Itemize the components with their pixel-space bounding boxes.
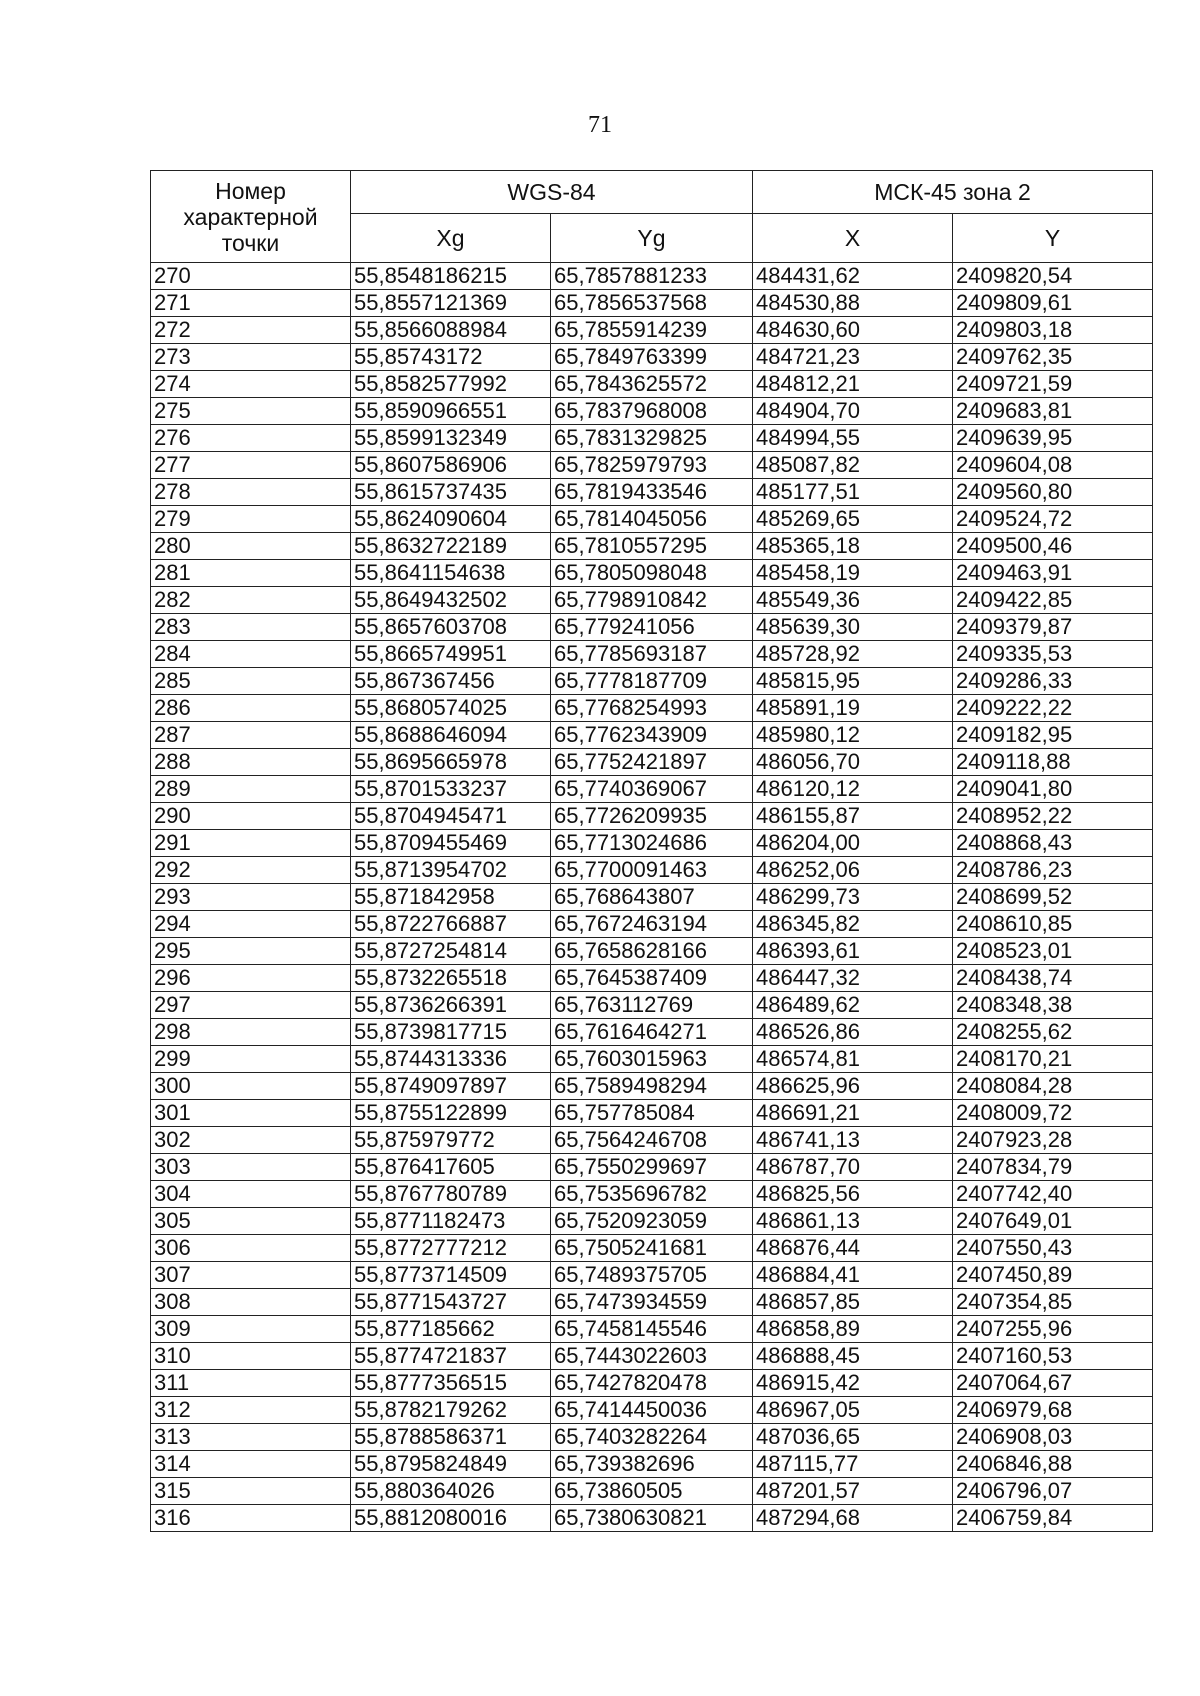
xg-cell: 55,8665749951 — [351, 641, 551, 668]
y-cell: 2407649,01 — [953, 1208, 1153, 1235]
xg-cell: 55,8772777212 — [351, 1235, 551, 1262]
point-number-cell: 272 — [151, 317, 351, 344]
y-cell: 2409335,53 — [953, 641, 1153, 668]
xg-cell: 55,877185662 — [351, 1316, 551, 1343]
point-number-cell: 295 — [151, 938, 351, 965]
table-row — [151, 506, 1153, 533]
header-wgs84: WGS-84 — [351, 171, 753, 214]
yg-cell: 65,7768254993 — [551, 695, 753, 722]
x-cell: 487115,77 — [753, 1451, 953, 1478]
yg-cell: 65,7837968008 — [551, 398, 753, 425]
yg-cell: 65,768643807 — [551, 884, 753, 911]
table-row — [151, 803, 1153, 830]
point-number-cell: 281 — [151, 560, 351, 587]
point-number-cell: 299 — [151, 1046, 351, 1073]
yg-cell: 65,7778187709 — [551, 668, 753, 695]
y-cell: 2409721,59 — [953, 371, 1153, 398]
y-cell: 2409500,46 — [953, 533, 1153, 560]
xg-cell: 55,8736266391 — [351, 992, 551, 1019]
yg-cell: 65,7564246708 — [551, 1127, 753, 1154]
y-cell: 2408438,74 — [953, 965, 1153, 992]
table-row — [151, 1370, 1153, 1397]
x-cell: 486120,12 — [753, 776, 953, 803]
point-number-cell: 276 — [151, 425, 351, 452]
x-cell: 485269,65 — [753, 506, 953, 533]
yg-cell: 65,7380630821 — [551, 1505, 753, 1532]
yg-cell: 65,7819433546 — [551, 479, 753, 506]
y-cell: 2409524,72 — [953, 506, 1153, 533]
x-cell: 484530,88 — [753, 290, 953, 317]
point-number-cell: 315 — [151, 1478, 351, 1505]
yg-cell: 65,7403282264 — [551, 1424, 753, 1451]
y-cell: 2409820,54 — [953, 263, 1153, 290]
xg-cell: 55,8777356515 — [351, 1370, 551, 1397]
yg-cell: 65,7505241681 — [551, 1235, 753, 1262]
y-cell: 2409222,22 — [953, 695, 1153, 722]
y-cell: 2409639,95 — [953, 425, 1153, 452]
x-cell: 486252,06 — [753, 857, 953, 884]
yg-cell: 65,7713024686 — [551, 830, 753, 857]
y-cell: 2408699,52 — [953, 884, 1153, 911]
x-cell: 486489,62 — [753, 992, 953, 1019]
table-row — [151, 1262, 1153, 1289]
point-number-cell: 314 — [151, 1451, 351, 1478]
point-number-cell: 291 — [151, 830, 351, 857]
xg-cell: 55,8688646094 — [351, 722, 551, 749]
xg-cell: 55,8732265518 — [351, 965, 551, 992]
table-row — [151, 668, 1153, 695]
xg-cell: 55,85743172 — [351, 344, 551, 371]
xg-cell: 55,8749097897 — [351, 1073, 551, 1100]
y-cell: 2408523,01 — [953, 938, 1153, 965]
xg-cell: 55,8713954702 — [351, 857, 551, 884]
table-row — [151, 965, 1153, 992]
point-number-cell: 308 — [151, 1289, 351, 1316]
xg-cell: 55,8795824849 — [351, 1451, 551, 1478]
point-number-cell: 310 — [151, 1343, 351, 1370]
table-row — [151, 911, 1153, 938]
yg-cell: 65,7814045056 — [551, 506, 753, 533]
xg-cell: 55,8782179262 — [351, 1397, 551, 1424]
point-number-cell: 283 — [151, 614, 351, 641]
y-cell: 2408255,62 — [953, 1019, 1153, 1046]
yg-cell: 65,7785693187 — [551, 641, 753, 668]
x-cell: 486204,00 — [753, 830, 953, 857]
table-row — [151, 1073, 1153, 1100]
x-cell: 485177,51 — [753, 479, 953, 506]
table-row — [151, 1343, 1153, 1370]
yg-cell: 65,7616464271 — [551, 1019, 753, 1046]
x-cell: 486393,61 — [753, 938, 953, 965]
point-number-cell: 301 — [151, 1100, 351, 1127]
y-cell: 2407450,89 — [953, 1262, 1153, 1289]
y-cell: 2409560,80 — [953, 479, 1153, 506]
xg-cell: 55,8657603708 — [351, 614, 551, 641]
xg-cell: 55,8773714509 — [351, 1262, 551, 1289]
y-cell: 2406759,84 — [953, 1505, 1153, 1532]
point-number-cell: 313 — [151, 1424, 351, 1451]
xg-cell: 55,8774721837 — [351, 1343, 551, 1370]
point-number-cell: 282 — [151, 587, 351, 614]
y-cell: 2406979,68 — [953, 1397, 1153, 1424]
xg-cell: 55,871842958 — [351, 884, 551, 911]
table-row — [151, 695, 1153, 722]
yg-cell: 65,7849763399 — [551, 344, 753, 371]
point-number-cell: 285 — [151, 668, 351, 695]
x-cell: 485549,36 — [753, 587, 953, 614]
page-number: 71 — [588, 112, 612, 138]
yg-cell: 65,7740369067 — [551, 776, 753, 803]
x-cell: 486876,44 — [753, 1235, 953, 1262]
xg-cell: 55,8599132349 — [351, 425, 551, 452]
yg-cell: 65,7550299697 — [551, 1154, 753, 1181]
x-cell: 486857,85 — [753, 1289, 953, 1316]
table-row — [151, 938, 1153, 965]
point-number-cell: 297 — [151, 992, 351, 1019]
yg-cell: 65,7825979793 — [551, 452, 753, 479]
table-row — [151, 1505, 1153, 1532]
yg-cell: 65,7857881233 — [551, 263, 753, 290]
y-cell: 2406846,88 — [953, 1451, 1153, 1478]
x-cell: 486625,96 — [753, 1073, 953, 1100]
y-cell: 2409463,91 — [953, 560, 1153, 587]
xg-cell: 55,8607586906 — [351, 452, 551, 479]
table-row — [151, 479, 1153, 506]
yg-cell: 65,7427820478 — [551, 1370, 753, 1397]
x-cell: 486858,89 — [753, 1316, 953, 1343]
y-cell: 2407834,79 — [953, 1154, 1153, 1181]
point-number-cell: 312 — [151, 1397, 351, 1424]
table-row — [151, 722, 1153, 749]
point-number-cell: 296 — [151, 965, 351, 992]
xg-cell: 55,8744313336 — [351, 1046, 551, 1073]
y-cell: 2409683,81 — [953, 398, 1153, 425]
header-point-number: Номер характерной точки — [151, 171, 351, 263]
xg-cell: 55,8695665978 — [351, 749, 551, 776]
point-number-cell: 273 — [151, 344, 351, 371]
point-number-cell: 294 — [151, 911, 351, 938]
point-number-cell: 286 — [151, 695, 351, 722]
point-number-cell: 288 — [151, 749, 351, 776]
point-number-cell: 292 — [151, 857, 351, 884]
y-cell: 2408348,38 — [953, 992, 1153, 1019]
yg-cell: 65,7589498294 — [551, 1073, 753, 1100]
xg-cell: 55,867367456 — [351, 668, 551, 695]
x-cell: 486915,42 — [753, 1370, 953, 1397]
x-cell: 484812,21 — [753, 371, 953, 398]
yg-cell: 65,7798910842 — [551, 587, 753, 614]
yg-cell: 65,7726209935 — [551, 803, 753, 830]
coordinates-table — [150, 170, 1153, 1532]
point-number-cell: 284 — [151, 641, 351, 668]
yg-cell: 65,763112769 — [551, 992, 753, 1019]
x-cell: 484630,60 — [753, 317, 953, 344]
xg-cell: 55,8771182473 — [351, 1208, 551, 1235]
yg-cell: 65,757785084 — [551, 1100, 753, 1127]
xg-cell: 55,8767780789 — [351, 1181, 551, 1208]
xg-cell: 55,8701533237 — [351, 776, 551, 803]
y-cell: 2407064,67 — [953, 1370, 1153, 1397]
y-cell: 2408084,28 — [953, 1073, 1153, 1100]
y-cell: 2406908,03 — [953, 1424, 1153, 1451]
xg-cell: 55,8582577992 — [351, 371, 551, 398]
point-number-cell: 278 — [151, 479, 351, 506]
table-row — [151, 830, 1153, 857]
y-cell: 2409809,61 — [953, 290, 1153, 317]
point-number-cell: 306 — [151, 1235, 351, 1262]
xg-cell: 55,8548186215 — [351, 263, 551, 290]
y-cell: 2408170,21 — [953, 1046, 1153, 1073]
table-row — [151, 425, 1153, 452]
x-cell: 486447,32 — [753, 965, 953, 992]
xg-cell: 55,8680574025 — [351, 695, 551, 722]
x-cell: 486884,41 — [753, 1262, 953, 1289]
y-cell: 2409041,80 — [953, 776, 1153, 803]
point-number-cell: 307 — [151, 1262, 351, 1289]
xg-cell: 55,8709455469 — [351, 830, 551, 857]
yg-cell: 65,7658628166 — [551, 938, 753, 965]
point-number-cell: 274 — [151, 371, 351, 398]
table-row — [151, 560, 1153, 587]
xg-cell: 55,8649432502 — [351, 587, 551, 614]
x-cell: 486691,21 — [753, 1100, 953, 1127]
x-cell: 486787,70 — [753, 1154, 953, 1181]
header-xg: Xg — [351, 214, 551, 263]
point-number-cell: 293 — [151, 884, 351, 911]
table-row — [151, 749, 1153, 776]
header-x: X — [753, 214, 953, 263]
table-row — [151, 1397, 1153, 1424]
table-row — [151, 1235, 1153, 1262]
y-cell: 2408952,22 — [953, 803, 1153, 830]
xg-cell: 55,8641154638 — [351, 560, 551, 587]
y-cell: 2407923,28 — [953, 1127, 1153, 1154]
y-cell: 2408610,85 — [953, 911, 1153, 938]
header-yg: Yg — [551, 214, 753, 263]
point-number-cell: 309 — [151, 1316, 351, 1343]
table-row — [151, 371, 1153, 398]
point-number-cell: 302 — [151, 1127, 351, 1154]
x-cell: 486155,87 — [753, 803, 953, 830]
point-number-cell: 280 — [151, 533, 351, 560]
table-header — [151, 171, 1153, 263]
point-number-cell: 316 — [151, 1505, 351, 1532]
xg-cell: 55,880364026 — [351, 1478, 551, 1505]
point-number-cell: 311 — [151, 1370, 351, 1397]
y-cell: 2407742,40 — [953, 1181, 1153, 1208]
table-row — [151, 776, 1153, 803]
yg-cell: 65,7672463194 — [551, 911, 753, 938]
y-cell: 2408868,43 — [953, 830, 1153, 857]
point-number-cell: 271 — [151, 290, 351, 317]
yg-cell: 65,7810557295 — [551, 533, 753, 560]
xg-cell: 55,8771543727 — [351, 1289, 551, 1316]
yg-cell: 65,7645387409 — [551, 965, 753, 992]
yg-cell: 65,7843625572 — [551, 371, 753, 398]
table-row — [151, 1019, 1153, 1046]
xg-cell: 55,8632722189 — [351, 533, 551, 560]
y-cell: 2407550,43 — [953, 1235, 1153, 1262]
x-cell: 486574,81 — [753, 1046, 953, 1073]
x-cell: 486967,05 — [753, 1397, 953, 1424]
x-cell: 486741,13 — [753, 1127, 953, 1154]
xg-cell: 55,8566088984 — [351, 317, 551, 344]
xg-cell: 55,8590966551 — [351, 398, 551, 425]
point-number-cell: 277 — [151, 452, 351, 479]
table-row — [151, 452, 1153, 479]
y-cell: 2407160,53 — [953, 1343, 1153, 1370]
table-body — [151, 263, 1153, 1532]
y-cell: 2409286,33 — [953, 668, 1153, 695]
yg-cell: 65,7752421897 — [551, 749, 753, 776]
y-cell: 2409422,85 — [953, 587, 1153, 614]
yg-cell: 65,7831329825 — [551, 425, 753, 452]
x-cell: 484994,55 — [753, 425, 953, 452]
header-msk45: МСК-45 зона 2 — [753, 171, 1153, 214]
table-row — [151, 1208, 1153, 1235]
y-cell: 2409604,08 — [953, 452, 1153, 479]
yg-cell: 65,7805098048 — [551, 560, 753, 587]
yg-cell: 65,7443022603 — [551, 1343, 753, 1370]
x-cell: 485087,82 — [753, 452, 953, 479]
y-cell: 2407354,85 — [953, 1289, 1153, 1316]
x-cell: 486299,73 — [753, 884, 953, 911]
table-row — [151, 263, 1153, 290]
xg-cell: 55,8557121369 — [351, 290, 551, 317]
y-cell: 2409379,87 — [953, 614, 1153, 641]
point-number-cell: 279 — [151, 506, 351, 533]
point-number-cell: 300 — [151, 1073, 351, 1100]
point-number-cell: 298 — [151, 1019, 351, 1046]
y-cell: 2409762,35 — [953, 344, 1153, 371]
yg-cell: 65,7762343909 — [551, 722, 753, 749]
x-cell: 486345,82 — [753, 911, 953, 938]
x-cell: 484431,62 — [753, 263, 953, 290]
x-cell: 485639,30 — [753, 614, 953, 641]
y-cell: 2409118,88 — [953, 749, 1153, 776]
table-row — [151, 884, 1153, 911]
header-y: Y — [953, 214, 1153, 263]
yg-cell: 65,7700091463 — [551, 857, 753, 884]
xg-cell: 55,8755122899 — [351, 1100, 551, 1127]
point-number-cell: 303 — [151, 1154, 351, 1181]
point-number-cell: 290 — [151, 803, 351, 830]
yg-cell: 65,7414450036 — [551, 1397, 753, 1424]
table-row — [151, 1424, 1153, 1451]
yg-cell: 65,7458145546 — [551, 1316, 753, 1343]
yg-cell: 65,7520923059 — [551, 1208, 753, 1235]
x-cell: 485365,18 — [753, 533, 953, 560]
xg-cell: 55,8624090604 — [351, 506, 551, 533]
point-number-cell: 270 — [151, 263, 351, 290]
point-number-cell: 305 — [151, 1208, 351, 1235]
x-cell: 485980,12 — [753, 722, 953, 749]
yg-cell: 65,73860505 — [551, 1478, 753, 1505]
x-cell: 487294,68 — [753, 1505, 953, 1532]
table-row — [151, 1154, 1153, 1181]
yg-cell: 65,7489375705 — [551, 1262, 753, 1289]
table-row — [151, 533, 1153, 560]
x-cell: 486526,86 — [753, 1019, 953, 1046]
yg-cell: 65,7856537568 — [551, 290, 753, 317]
yg-cell: 65,739382696 — [551, 1451, 753, 1478]
x-cell: 486056,70 — [753, 749, 953, 776]
point-number-cell: 304 — [151, 1181, 351, 1208]
point-number-cell: 289 — [151, 776, 351, 803]
table-row — [151, 857, 1153, 884]
table-row — [151, 1478, 1153, 1505]
x-cell: 486888,45 — [753, 1343, 953, 1370]
y-cell: 2408786,23 — [953, 857, 1153, 884]
yg-cell: 65,7855914239 — [551, 317, 753, 344]
xg-cell: 55,876417605 — [351, 1154, 551, 1181]
table-row — [151, 317, 1153, 344]
xg-cell: 55,875979772 — [351, 1127, 551, 1154]
point-number-cell: 287 — [151, 722, 351, 749]
xg-cell: 55,8722766887 — [351, 911, 551, 938]
table-row — [151, 992, 1153, 1019]
table-row — [151, 587, 1153, 614]
table-row — [151, 1100, 1153, 1127]
y-cell: 2409182,95 — [953, 722, 1153, 749]
table-row — [151, 344, 1153, 371]
xg-cell: 55,8615737435 — [351, 479, 551, 506]
table-row — [151, 1289, 1153, 1316]
x-cell: 487201,57 — [753, 1478, 953, 1505]
table-row — [151, 290, 1153, 317]
table-row — [151, 1316, 1153, 1343]
xg-cell: 55,8788586371 — [351, 1424, 551, 1451]
table-row — [151, 1127, 1153, 1154]
table-row — [151, 1046, 1153, 1073]
xg-cell: 55,8727254814 — [351, 938, 551, 965]
table-row — [151, 1181, 1153, 1208]
y-cell: 2408009,72 — [953, 1100, 1153, 1127]
point-number-cell: 275 — [151, 398, 351, 425]
x-cell: 485891,19 — [753, 695, 953, 722]
yg-cell: 65,7535696782 — [551, 1181, 753, 1208]
x-cell: 487036,65 — [753, 1424, 953, 1451]
x-cell: 486825,56 — [753, 1181, 953, 1208]
yg-cell: 65,7603015963 — [551, 1046, 753, 1073]
table-row — [151, 398, 1153, 425]
x-cell: 485458,19 — [753, 560, 953, 587]
xg-cell: 55,8739817715 — [351, 1019, 551, 1046]
x-cell: 484904,70 — [753, 398, 953, 425]
yg-cell: 65,7473934559 — [551, 1289, 753, 1316]
y-cell: 2407255,96 — [953, 1316, 1153, 1343]
y-cell: 2406796,07 — [953, 1478, 1153, 1505]
xg-cell: 55,8704945471 — [351, 803, 551, 830]
x-cell: 484721,23 — [753, 344, 953, 371]
x-cell: 485815,95 — [753, 668, 953, 695]
x-cell: 486861,13 — [753, 1208, 953, 1235]
table-row — [151, 614, 1153, 641]
xg-cell: 55,8812080016 — [351, 1505, 551, 1532]
table-row — [151, 641, 1153, 668]
x-cell: 485728,92 — [753, 641, 953, 668]
y-cell: 2409803,18 — [953, 317, 1153, 344]
yg-cell: 65,779241056 — [551, 614, 753, 641]
table-row — [151, 1451, 1153, 1478]
